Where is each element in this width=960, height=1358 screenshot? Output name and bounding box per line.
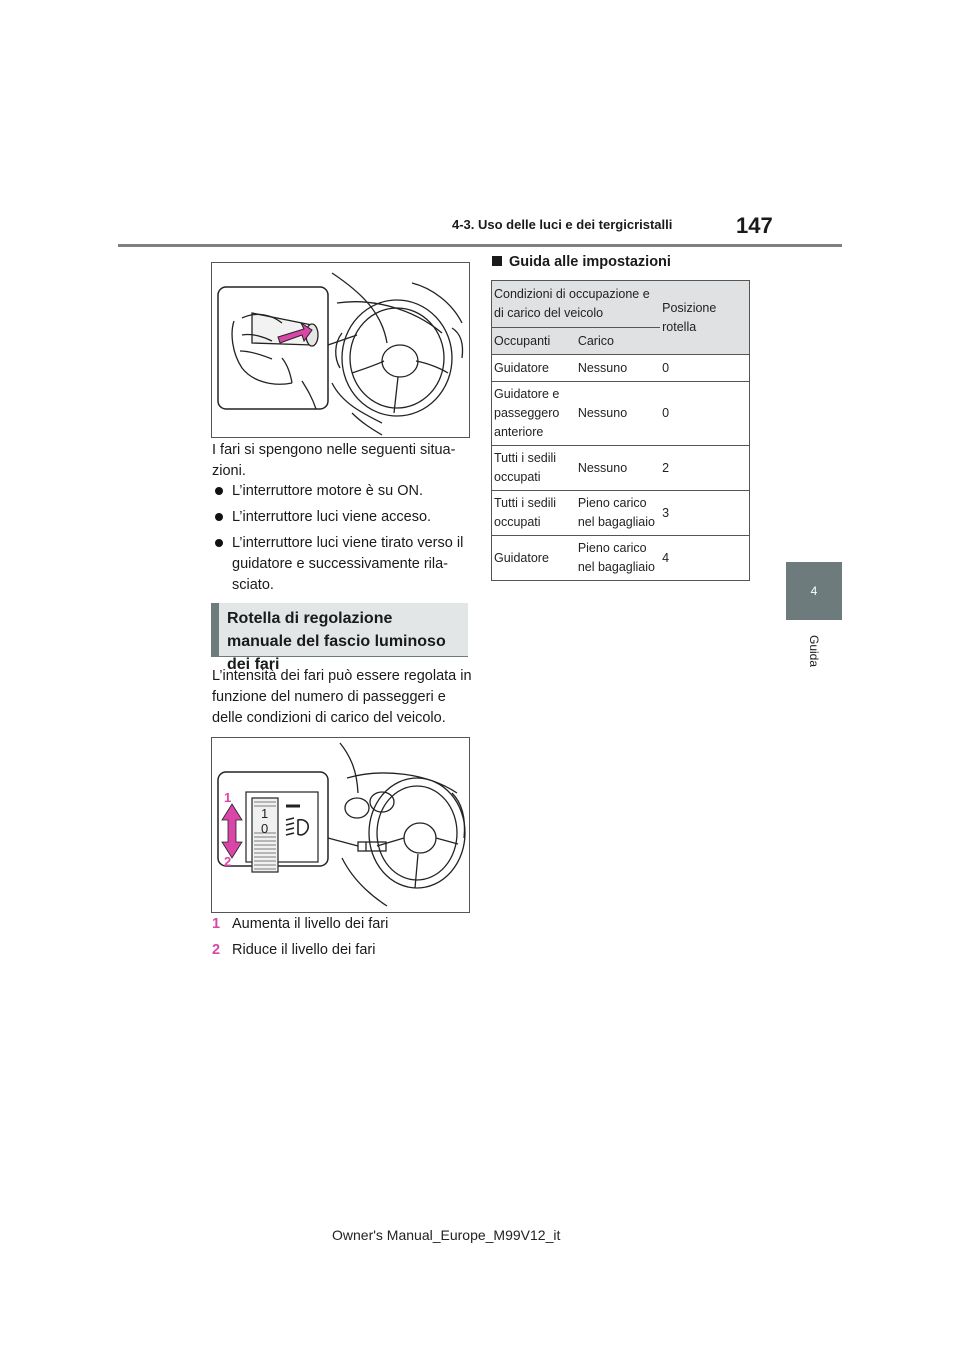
section-text: L’intensità dei fari può essere regolata in funzione del numero di passeggeri e delle condizioni di carico del veicolo. (212, 668, 472, 726)
legend-text: Riduce il livello dei fari (232, 942, 376, 958)
light-switch-illustration (211, 262, 470, 438)
chapter-label-text: Guida (807, 634, 821, 668)
settings-table (491, 280, 750, 581)
square-bullet-icon (492, 256, 502, 266)
table-row: Tutti i sedili occupati Pieno carico nel bagagliaio 3 (492, 491, 750, 536)
arrow-down-label: 2 (224, 854, 232, 869)
table-row: Tutti i sedili occupati Nessuno 2 (492, 446, 750, 491)
header-occupants: Occupanti (492, 328, 576, 355)
bullet-icon (215, 487, 223, 495)
legend-item (212, 940, 472, 960)
list-item: L’interruttore motore è su ON. (212, 481, 472, 502)
arrow-up-label: 1 (224, 790, 232, 805)
header-load: Carico (576, 328, 660, 355)
section-title: 4-3. Uso delle luci e dei tergicristalli (452, 217, 673, 232)
list-item: L’interruttore luci viene acceso. (212, 507, 472, 528)
bullet-icon (215, 539, 223, 547)
legend-number: 2 (212, 942, 221, 958)
headlight-leveling-illustration (211, 737, 470, 913)
table-row: Guidatore Pieno carico nel bagagliaio 4 (492, 536, 750, 581)
legend-number: 1 (212, 916, 221, 932)
chapter-tab (786, 562, 842, 620)
table-header-row (492, 281, 750, 328)
leveling-dial-drawing (212, 738, 469, 912)
bullet-icon (215, 513, 223, 521)
footer-text: Owner's Manual_Europe_M99V12_it (332, 1227, 561, 1243)
subheading: Guida alle impostazioni (492, 254, 671, 270)
legend-item (212, 914, 472, 934)
intro-text: I fari si spengono nelle seguenti situa-zioni. (212, 442, 456, 479)
table-row: Guidatore e passeggero anteriore Nessuno 0 (492, 382, 750, 446)
dial-top-label: 1 (261, 806, 269, 821)
header-rule (118, 244, 842, 247)
page-number: 147 (736, 213, 773, 238)
header-position: Posizione rotella (660, 281, 749, 355)
header-conditions: Condizioni di occupazione e di carico del veicolo (492, 281, 661, 328)
list-item: L’interruttore luci viene tirato verso il guidatore e successivamente rila-sciato. (212, 533, 472, 596)
dial-bottom-label: 0 (261, 821, 269, 836)
table-row: Guidatore Nessuno 0 (492, 355, 750, 382)
light-switch-drawing (212, 263, 469, 437)
legend-text: Aumenta il livello dei fari (232, 916, 389, 932)
chapter-number: 4 (810, 584, 818, 598)
section-heading: Rotella di regolazione manuale del fascio luminoso dei fari (211, 603, 468, 657)
chapter-label (786, 630, 842, 690)
conditions-list (212, 481, 472, 601)
